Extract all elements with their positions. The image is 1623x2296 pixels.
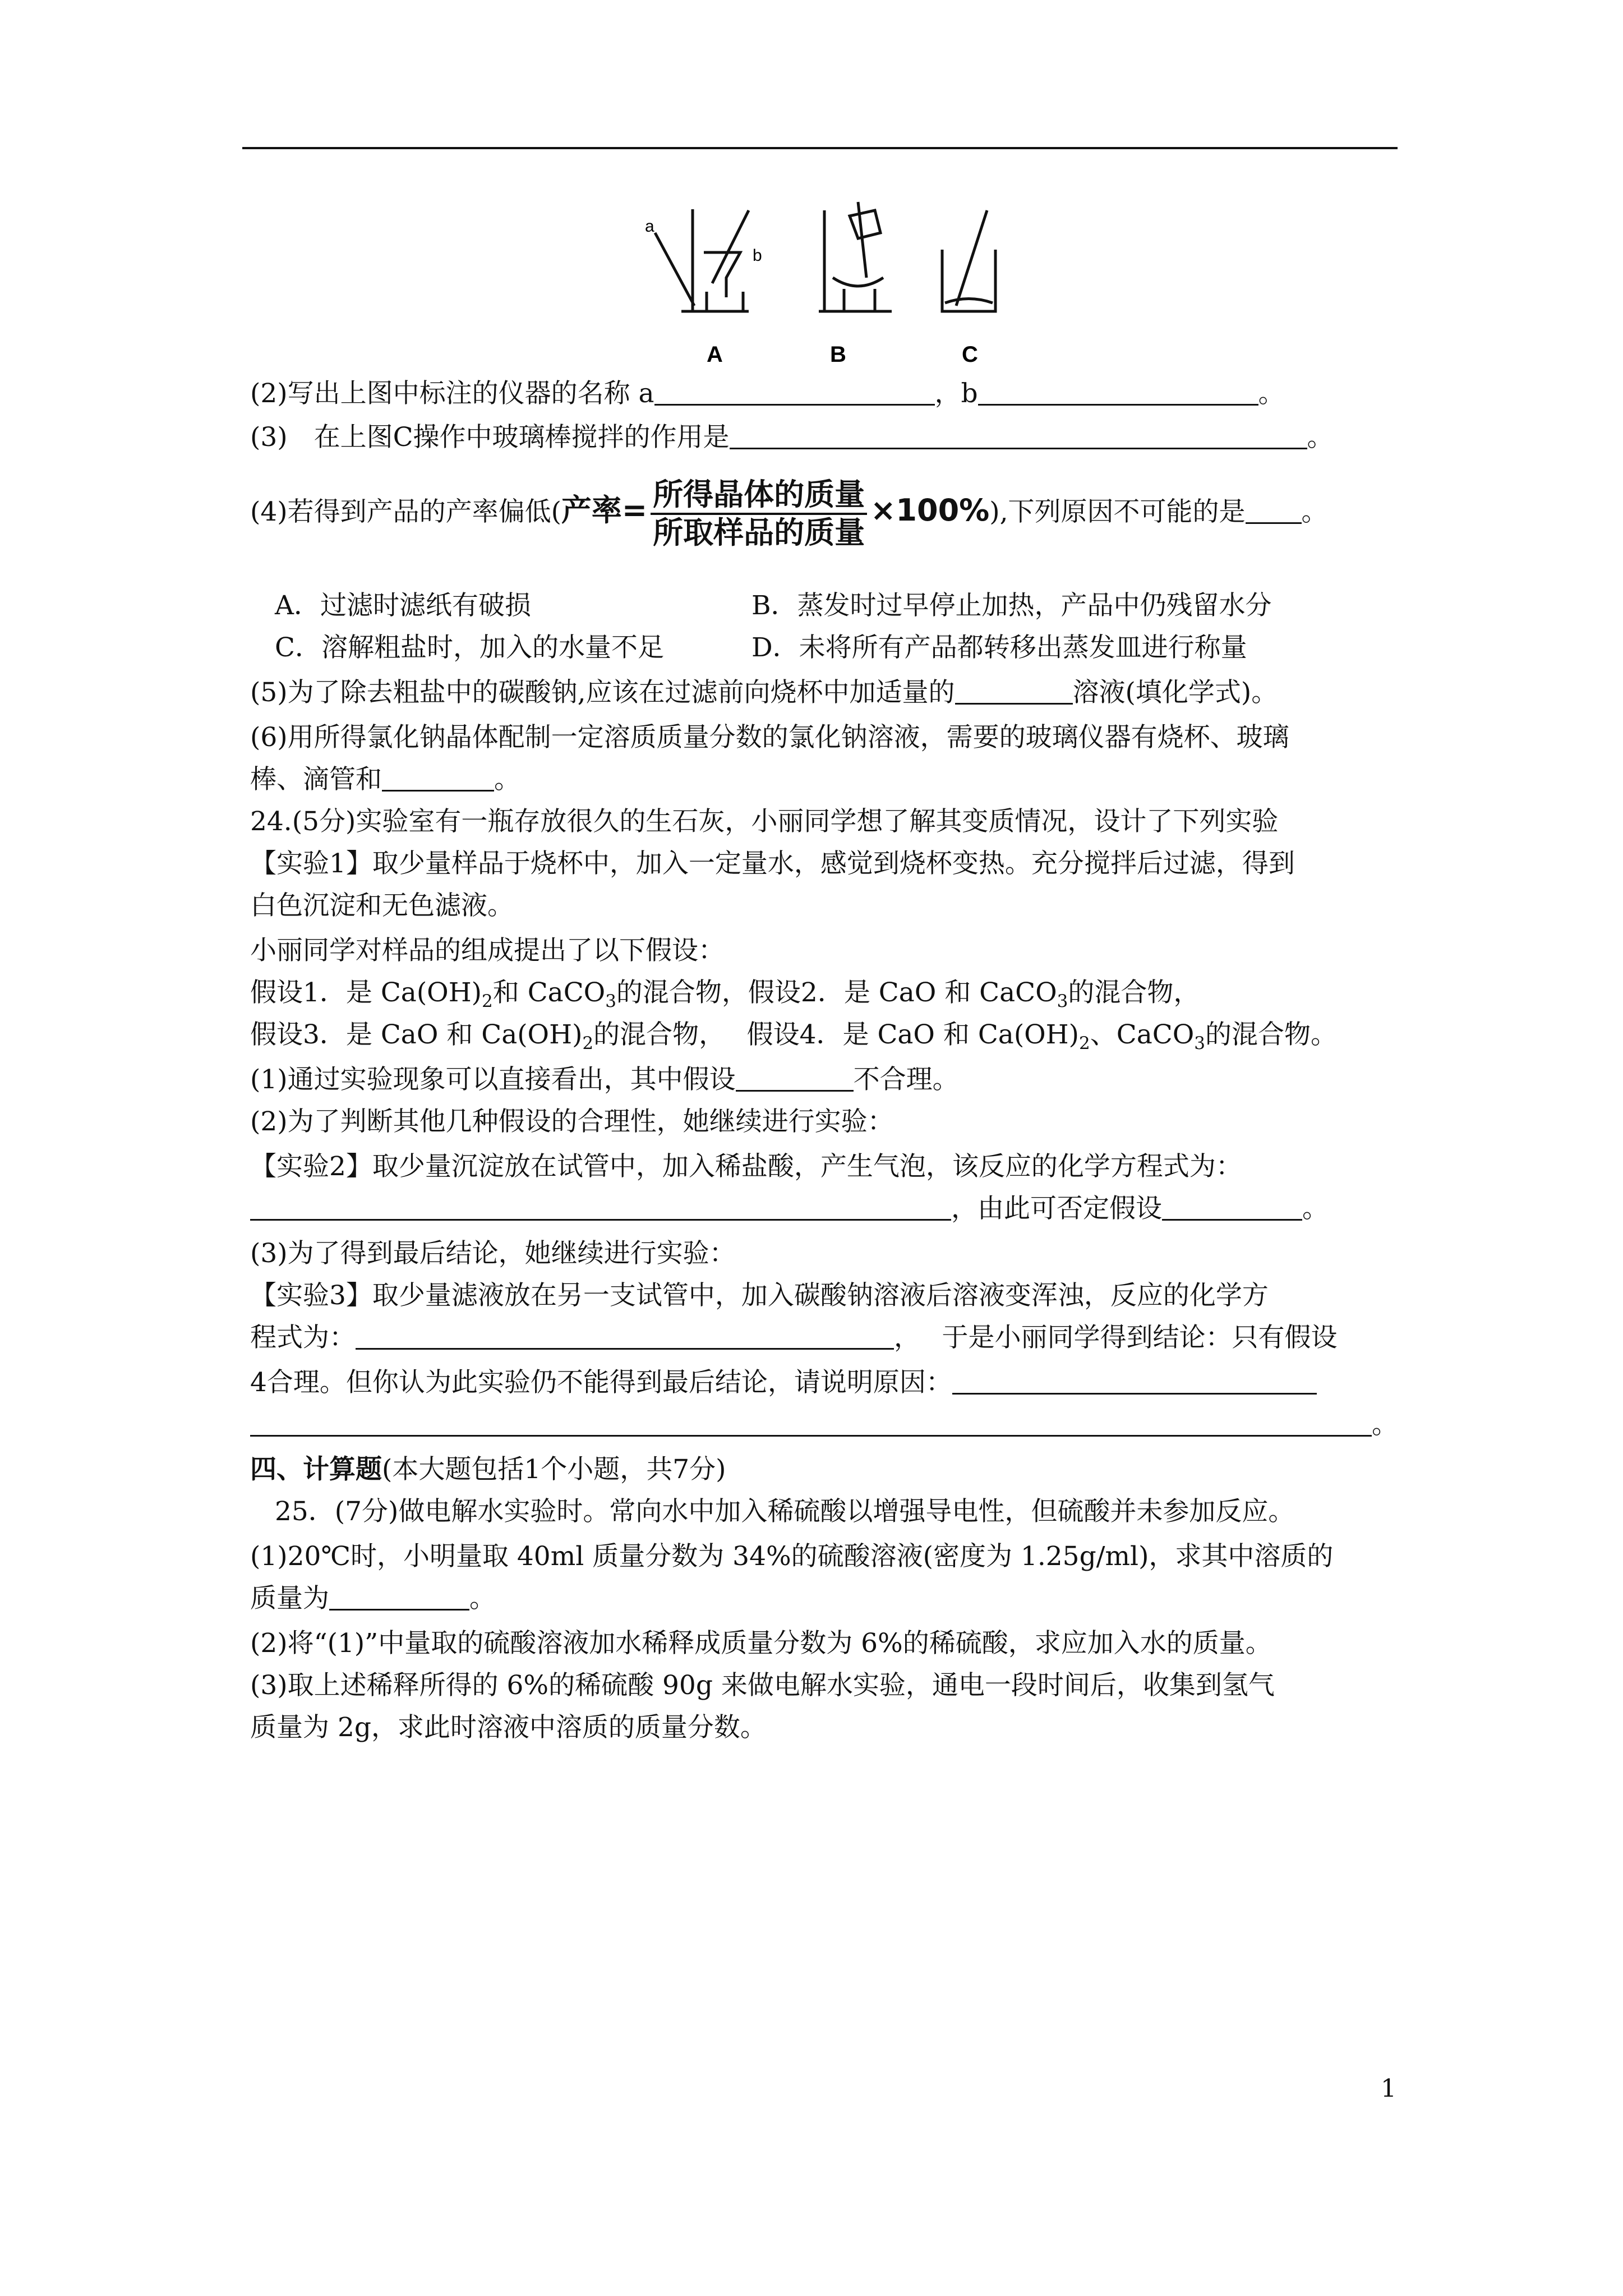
q24-assumption-3-4: 假设3．是 CaO 和 $Ca(OH)_2$的混合物， 假设4．是 CaO 和 $Ca(OH)_2$、CaCO$_3$的混合物。 — [250, 1019, 1337, 1053]
stir-rod — [956, 210, 987, 306]
section-4-heading: 四、计算题(本大题包括1个小题，共7分) — [250, 1454, 726, 1485]
q24-exp3-cont: 程式为： ， 于是小丽同学得到结论：只有假设 — [250, 1322, 1338, 1353]
option-C: C．溶解粗盐时，加入的水量不足 — [275, 632, 664, 663]
blank-a[interactable] — [654, 380, 935, 406]
q23-part6-cont: 棒、滴管和 。 — [250, 764, 520, 795]
blank-equation-2[interactable] — [356, 1324, 894, 1350]
q25-part1-cont: 质量为 。 — [250, 1583, 496, 1614]
header-rule — [242, 147, 1398, 149]
q24-assumptions-intro: 小丽同学对样品的组成提出了以下假设： — [250, 935, 725, 966]
q24-exp3: 【实验3】取少量滤液放在另一支试管中，加入碳酸钠溶液后溶液变浑浊，反应的化学方 — [250, 1280, 1269, 1311]
blank-formula[interactable] — [955, 679, 1073, 705]
q24-exp1-cont: 白色沉淀和无色滤液。 — [250, 890, 514, 921]
q24-exp2: 【实验2】取少量沉淀放在试管中，加入稀盐酸，产生气泡，该反应的化学方程式为： — [250, 1151, 1242, 1182]
blank-b[interactable] — [978, 380, 1258, 406]
dish — [833, 278, 883, 286]
blank-solute-mass[interactable] — [329, 1585, 469, 1611]
blank-reason[interactable] — [1246, 499, 1302, 524]
evap-stand — [819, 210, 892, 311]
q23-part5: (5)为了除去粗盐中的碳酸钠,应该在过滤前向烧杯中加适量的 溶液(填化学式)。 — [250, 677, 1278, 708]
blank-reason-1[interactable] — [952, 1369, 1317, 1395]
pour-container — [850, 210, 880, 238]
label-B: B — [830, 342, 846, 367]
label-A: A — [707, 342, 723, 367]
q23-part4: (4)若得到产品的产率偏低(产率= $\frac{\text{所得晶体的质量}}{\text{所取样品的质量}}$ ×100%),下列原因不可能的是 。 — [250, 477, 1328, 550]
option-B: B．蒸发时过早停止加热，产品中仍残留水分 — [751, 590, 1272, 621]
q25-part3: (3)取上述稀释所得的 6%的稀硫酸 90g 来做电解水实验，通电一段时间后，收集到氢气 — [250, 1670, 1275, 1701]
blank-glassware[interactable] — [382, 766, 494, 792]
filtration-stand — [681, 209, 749, 311]
q25-intro: 25．(7分)做电解水实验时。常向水中加入稀硫酸以增强导电性，但硫酸并未参加反应。 — [275, 1496, 1295, 1527]
q23-part2: (2)写出上图中标注的仪器的名称 a ，b 。 — [250, 378, 1285, 409]
q25-part3-cont: 质量为 2g，求此时溶液中溶质的质量分数。 — [250, 1712, 767, 1743]
beaker-b — [844, 289, 875, 311]
q24-assumption-1-2: 假设1．是 $Ca(OH)_2$和 CaCO$_3$的混合物，假设2．是 CaO 和 CaCO$_3$的混合物， — [250, 977, 1200, 1011]
q24-reason-line: 。 — [250, 1408, 1398, 1442]
blank-unreasonable[interactable] — [736, 1066, 854, 1092]
q25-part2: (2)将“(1)”中量取的硫酸溶液加水稀释成质量分数为 6%的稀硫酸，求应加入水的质量。 — [250, 1628, 1272, 1659]
page-number: 1 — [1381, 2074, 1396, 2103]
apparatus-figure — [628, 199, 1021, 367]
blank-negated[interactable] — [1162, 1195, 1302, 1221]
sediment — [945, 299, 993, 303]
callout-a: a — [645, 217, 654, 236]
option-A: A．过滤时滤纸有破损 — [275, 590, 531, 621]
q23-part6: (6)用所得氯化钠晶体配制一定溶质质量分数的氯化钠溶液，需要的玻璃仪器有烧杯、玻璃 — [250, 722, 1289, 753]
q24-part1: (1)通过实验现象可以直接看出，其中假设 不合理。 — [250, 1064, 959, 1095]
label-C: C — [962, 342, 978, 367]
blank-equation-1[interactable] — [250, 1195, 951, 1221]
option-D: D．未将所有产品都转移出蒸发皿进行称量 — [751, 632, 1247, 663]
callout-b: b — [753, 246, 762, 265]
q24-exp1: 【实验1】取少量样品于烧杯中，加入一定量水，感觉到烧杯变热。充分搅拌后过滤，得到 — [250, 848, 1295, 879]
q24-part3: (3)为了得到最后结论，她继续进行实验： — [250, 1238, 736, 1269]
q24-exp2-answer: ，由此可否定假设 。 — [250, 1192, 1329, 1226]
q24-exp3-conclusion: 4合理。但你认为此实验仍不能得到最后结论，请说明原因： — [250, 1366, 1317, 1400]
blank-rod-purpose[interactable] — [730, 424, 1307, 449]
yield-formula: $\frac{\text{所得晶体的质量}}{\text{所取样品的质量}}$ — [651, 477, 867, 551]
q23-part3: (3) 在上图C操作中玻璃棒搅拌的作用是 。 — [250, 422, 1334, 453]
q24-part2: (2)为了判断其他几种假设的合理性，她继续进行实验： — [250, 1106, 894, 1137]
glass-rod-a — [655, 233, 694, 306]
blank-reason-2[interactable] — [250, 1411, 1372, 1437]
q25-part1: (1)20℃时，小明量取 40ml 质量分数为 34%的硫酸溶液(密度为 1.25g/ml)，求其中溶质的 — [250, 1541, 1334, 1572]
q24-intro: 24.(5分)实验室有一瓶存放很久的生石灰，小丽同学想了解其变质情况，设计了下列实验 — [250, 806, 1279, 837]
funnel — [704, 252, 740, 297]
